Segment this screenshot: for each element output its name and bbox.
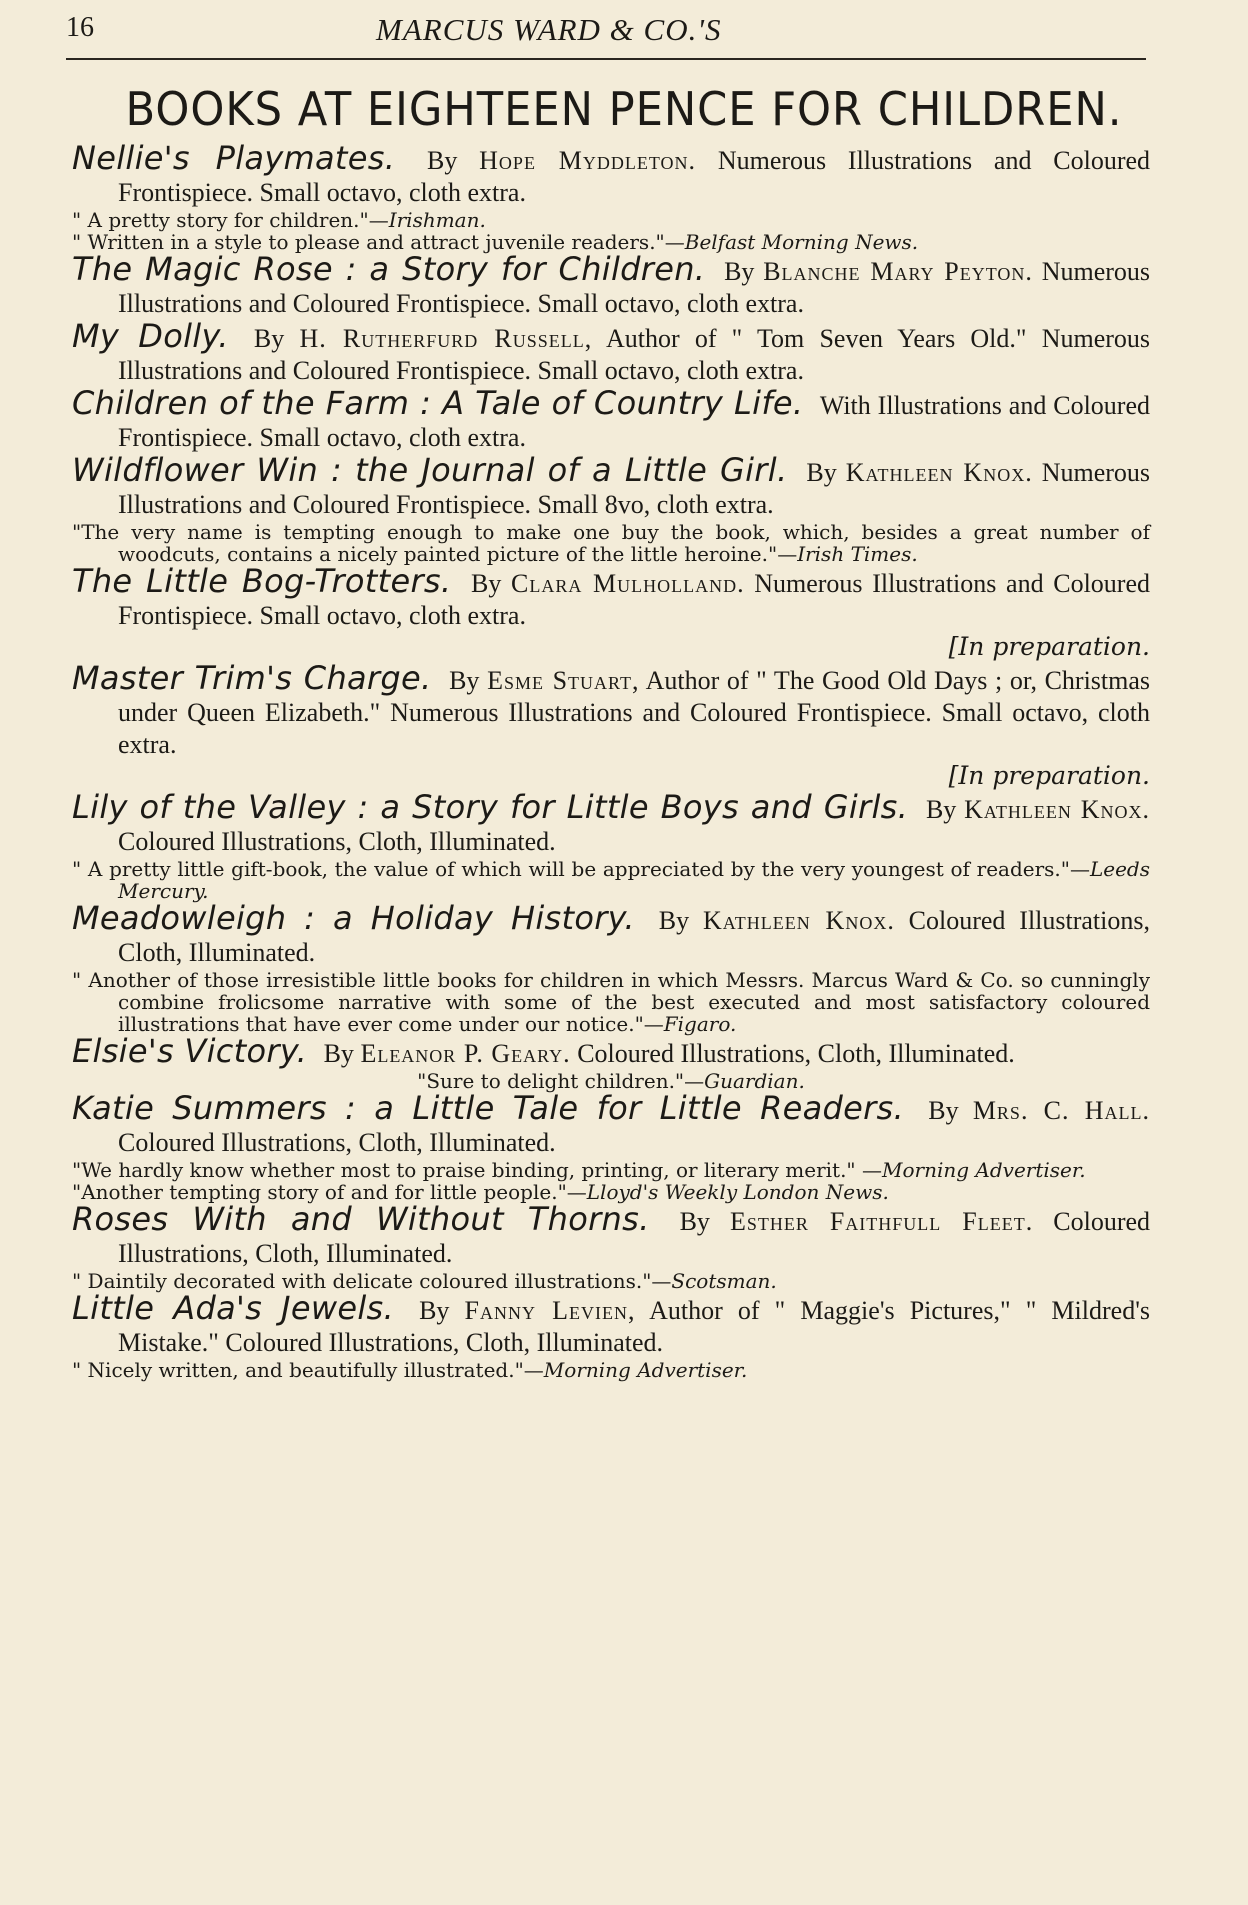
quote-source: Scotsman. <box>671 1269 777 1293</box>
book-entry-main <box>72 659 1151 761</box>
by-word: By <box>928 1096 959 1125</box>
by-word: By <box>724 257 755 286</box>
book-title: The Little Bog-Trotters. <box>72 562 452 600</box>
book-title: Roses With and Without Thorns. <box>72 1200 650 1238</box>
quote-text: "Another tempting story of and for little people."— <box>72 1180 587 1204</box>
book-entry-main <box>72 1032 1150 1070</box>
book-author: Kathleen Knox. <box>845 458 1033 487</box>
quote-text: "Sure to delight children."— <box>417 1069 705 1093</box>
by-word: By <box>323 1039 354 1068</box>
book-entry <box>72 899 1150 1036</box>
running-head <box>66 8 1146 54</box>
book-description: Coloured Illustrations, Cloth, Illuminated. <box>118 827 556 856</box>
book-entry <box>72 1200 1151 1293</box>
book-description: Coloured Illustrations, Cloth, Illuminated. <box>118 1207 1151 1268</box>
book-description: Numerous Illustrations and Coloured Frontispiece. Small 8vo, cloth extra. <box>118 458 1151 519</box>
book-title: Katie Summers : a Little Tale for Little Readers. <box>72 1089 904 1127</box>
quote-source: Morning Advertiser. <box>543 1358 748 1382</box>
quote-text: "We hardly know whether most to praise binding, printing, or literary merit." — <box>72 1158 882 1182</box>
book-entry-main <box>72 250 1151 320</box>
quote-source: Guardian. <box>704 1069 805 1093</box>
book-entry-main <box>72 1289 1151 1359</box>
review-quote <box>72 1359 1150 1381</box>
book-author: Clara Mulholland. <box>511 569 745 598</box>
book-title: Wildflower Win : the Journal of a Little Girl. <box>72 451 788 489</box>
quote-source: Belfast Morning News. <box>684 230 919 254</box>
book-description: Numerous Illustrations and Coloured Frontispiece. Small octavo, cloth extra. <box>118 257 1151 318</box>
book-title: Master Trim's Charge. <box>72 659 432 697</box>
section-heading: BOOKS AT EIGHTEEN PENCE FOR CHILDREN. <box>125 82 1123 136</box>
book-entry <box>72 384 1150 454</box>
review-quote <box>72 1159 1150 1181</box>
book-description: Author of " Tom Seven Years Old." Numerous Illustrations and Coloured Frontispiece. Small octavo, cloth extra. <box>118 324 1151 385</box>
by-word: By <box>471 569 502 598</box>
book-entry-main <box>72 139 1151 209</box>
by-word: By <box>679 1207 710 1236</box>
book-author: Fanny Levien, <box>464 1296 636 1325</box>
quote-source: Leeds Mercury. <box>118 857 1150 903</box>
review-quote <box>72 209 1150 231</box>
book-entry <box>72 659 1151 791</box>
review-quote <box>72 858 1150 902</box>
page-number: 16 <box>66 12 94 43</box>
by-word: By <box>658 906 690 935</box>
book-description: Author of " The Good Old Days ; or, Christmas under Queen Elizabeth." Numerous Illustrations and Coloured Frontispiece. Small octavo, cloth extra. <box>118 666 1151 759</box>
book-entry <box>72 1089 1151 1204</box>
book-description: Coloured Illustrations, Cloth, Illuminated. <box>577 1039 1015 1068</box>
quote-text: " Another of those irresistible little books for children in which Messrs. Marcus Ward & Co. so cunningly combine frolicsome narrative with some of the best executed and most satisfactory coloured illustrations that have ever come under our notice."— <box>72 968 1150 1036</box>
book-entry-main <box>72 788 1151 858</box>
book-title: Children of the Farm : A Tale of Country Life. <box>72 384 804 422</box>
quote-source: Irishman. <box>388 208 486 232</box>
book-entry-main <box>72 1200 1151 1270</box>
book-entry-main <box>72 384 1150 454</box>
book-author: Kathleen Knox. <box>964 795 1151 824</box>
book-description: Coloured Illustrations, Cloth, Illuminated. <box>118 906 1150 967</box>
book-description: Numerous Illustrations and Coloured Frontispiece. Small octavo, cloth extra. <box>118 569 1150 630</box>
book-entry <box>72 562 1150 662</box>
book-entry <box>72 1032 1150 1093</box>
by-word: By <box>449 666 480 695</box>
book-entry <box>72 317 1151 387</box>
book-entry <box>72 139 1151 254</box>
quote-source: Lloyd's Weekly London News. <box>586 1180 889 1204</box>
book-title: Elsie's Victory. <box>72 1032 308 1070</box>
book-title: My Dolly. <box>72 317 229 355</box>
review-quote <box>72 521 1150 565</box>
book-entry <box>72 451 1151 566</box>
book-entry-main <box>72 1089 1151 1159</box>
book-entry <box>72 250 1151 320</box>
by-word: By <box>253 324 285 353</box>
quote-source: Irish Times. <box>797 542 918 566</box>
book-author: Blanche Mary Peyton. <box>763 257 1033 286</box>
book-description: Numerous Illustrations and Coloured Frontispiece. Small octavo, cloth extra. <box>118 146 1151 207</box>
book-author: Esther Faithfull Fleet. <box>729 1207 1034 1236</box>
quote-text: "The very name is tempting enough to make one buy the book, which, besides a great number of woodcuts, contains a nicely painted picture of the little heroine."— <box>72 520 1150 566</box>
book-title: Meadowleigh : a Holiday History. <box>72 899 635 937</box>
book-title: Little Ada's Jewels. <box>72 1289 394 1327</box>
quote-text: " Written in a style to please and attract juvenile readers."— <box>72 230 685 254</box>
quote-text: " A pretty story for children."— <box>72 208 389 232</box>
book-title: Nellie's Playmates. <box>72 139 396 177</box>
book-title: The Magic Rose : a Story for Children. <box>72 250 706 288</box>
review-quote <box>72 969 1150 1035</box>
by-word: By <box>925 795 957 824</box>
book-description: With Illustrations and Coloured Frontispiece. Small octavo, cloth extra. <box>118 391 1150 452</box>
book-author: Eleanor P. Geary. <box>360 1039 571 1068</box>
preparation-status: [In preparation. <box>948 632 1150 661</box>
by-word: By <box>427 146 458 175</box>
book-entry <box>72 1289 1151 1382</box>
quote-source: Figaro. <box>663 1012 737 1036</box>
by-word: By <box>806 458 837 487</box>
by-word: By <box>419 1296 450 1325</box>
book-entry-main <box>72 451 1151 521</box>
quote-text: " Nicely written, and beautifully illustrated."— <box>72 1358 544 1382</box>
book-author: Hope Myddleton. <box>479 146 697 175</box>
book-author: Mrs. C. Hall. <box>972 1096 1151 1125</box>
book-entry-main <box>72 562 1150 632</box>
quote-text: " Daintily decorated with delicate coloured illustrations."— <box>72 1269 672 1293</box>
preparation-status: [In preparation. <box>948 761 1150 790</box>
book-description: Author of " Maggie's Pictures," " Mildred's Mistake." Coloured Illustrations, Cloth, Illuminated. <box>118 1296 1151 1357</box>
publisher-name: MARCUS WARD & CO.'S <box>376 12 722 47</box>
quote-text: " A pretty little gift-book, the value of which will be appreciated by the very youngest of readers."— <box>72 857 1090 881</box>
quote-source: Morning Advertiser. <box>882 1158 1086 1182</box>
book-description: Coloured Illustrations, Cloth, Illuminated. <box>118 1128 556 1157</box>
book-entry <box>72 788 1151 903</box>
book-list <box>72 139 1151 1382</box>
book-author: Kathleen Knox. <box>702 906 895 935</box>
book-author: H. Rutherfurd Russell, <box>299 324 593 353</box>
book-entry-main <box>72 899 1150 969</box>
book-entry-main <box>72 317 1151 387</box>
book-author: Esme Stuart, <box>487 666 640 695</box>
book-title: Lily of the Valley : a Story for Little Boys and Girls. <box>72 788 909 826</box>
header-rule <box>66 58 1146 60</box>
